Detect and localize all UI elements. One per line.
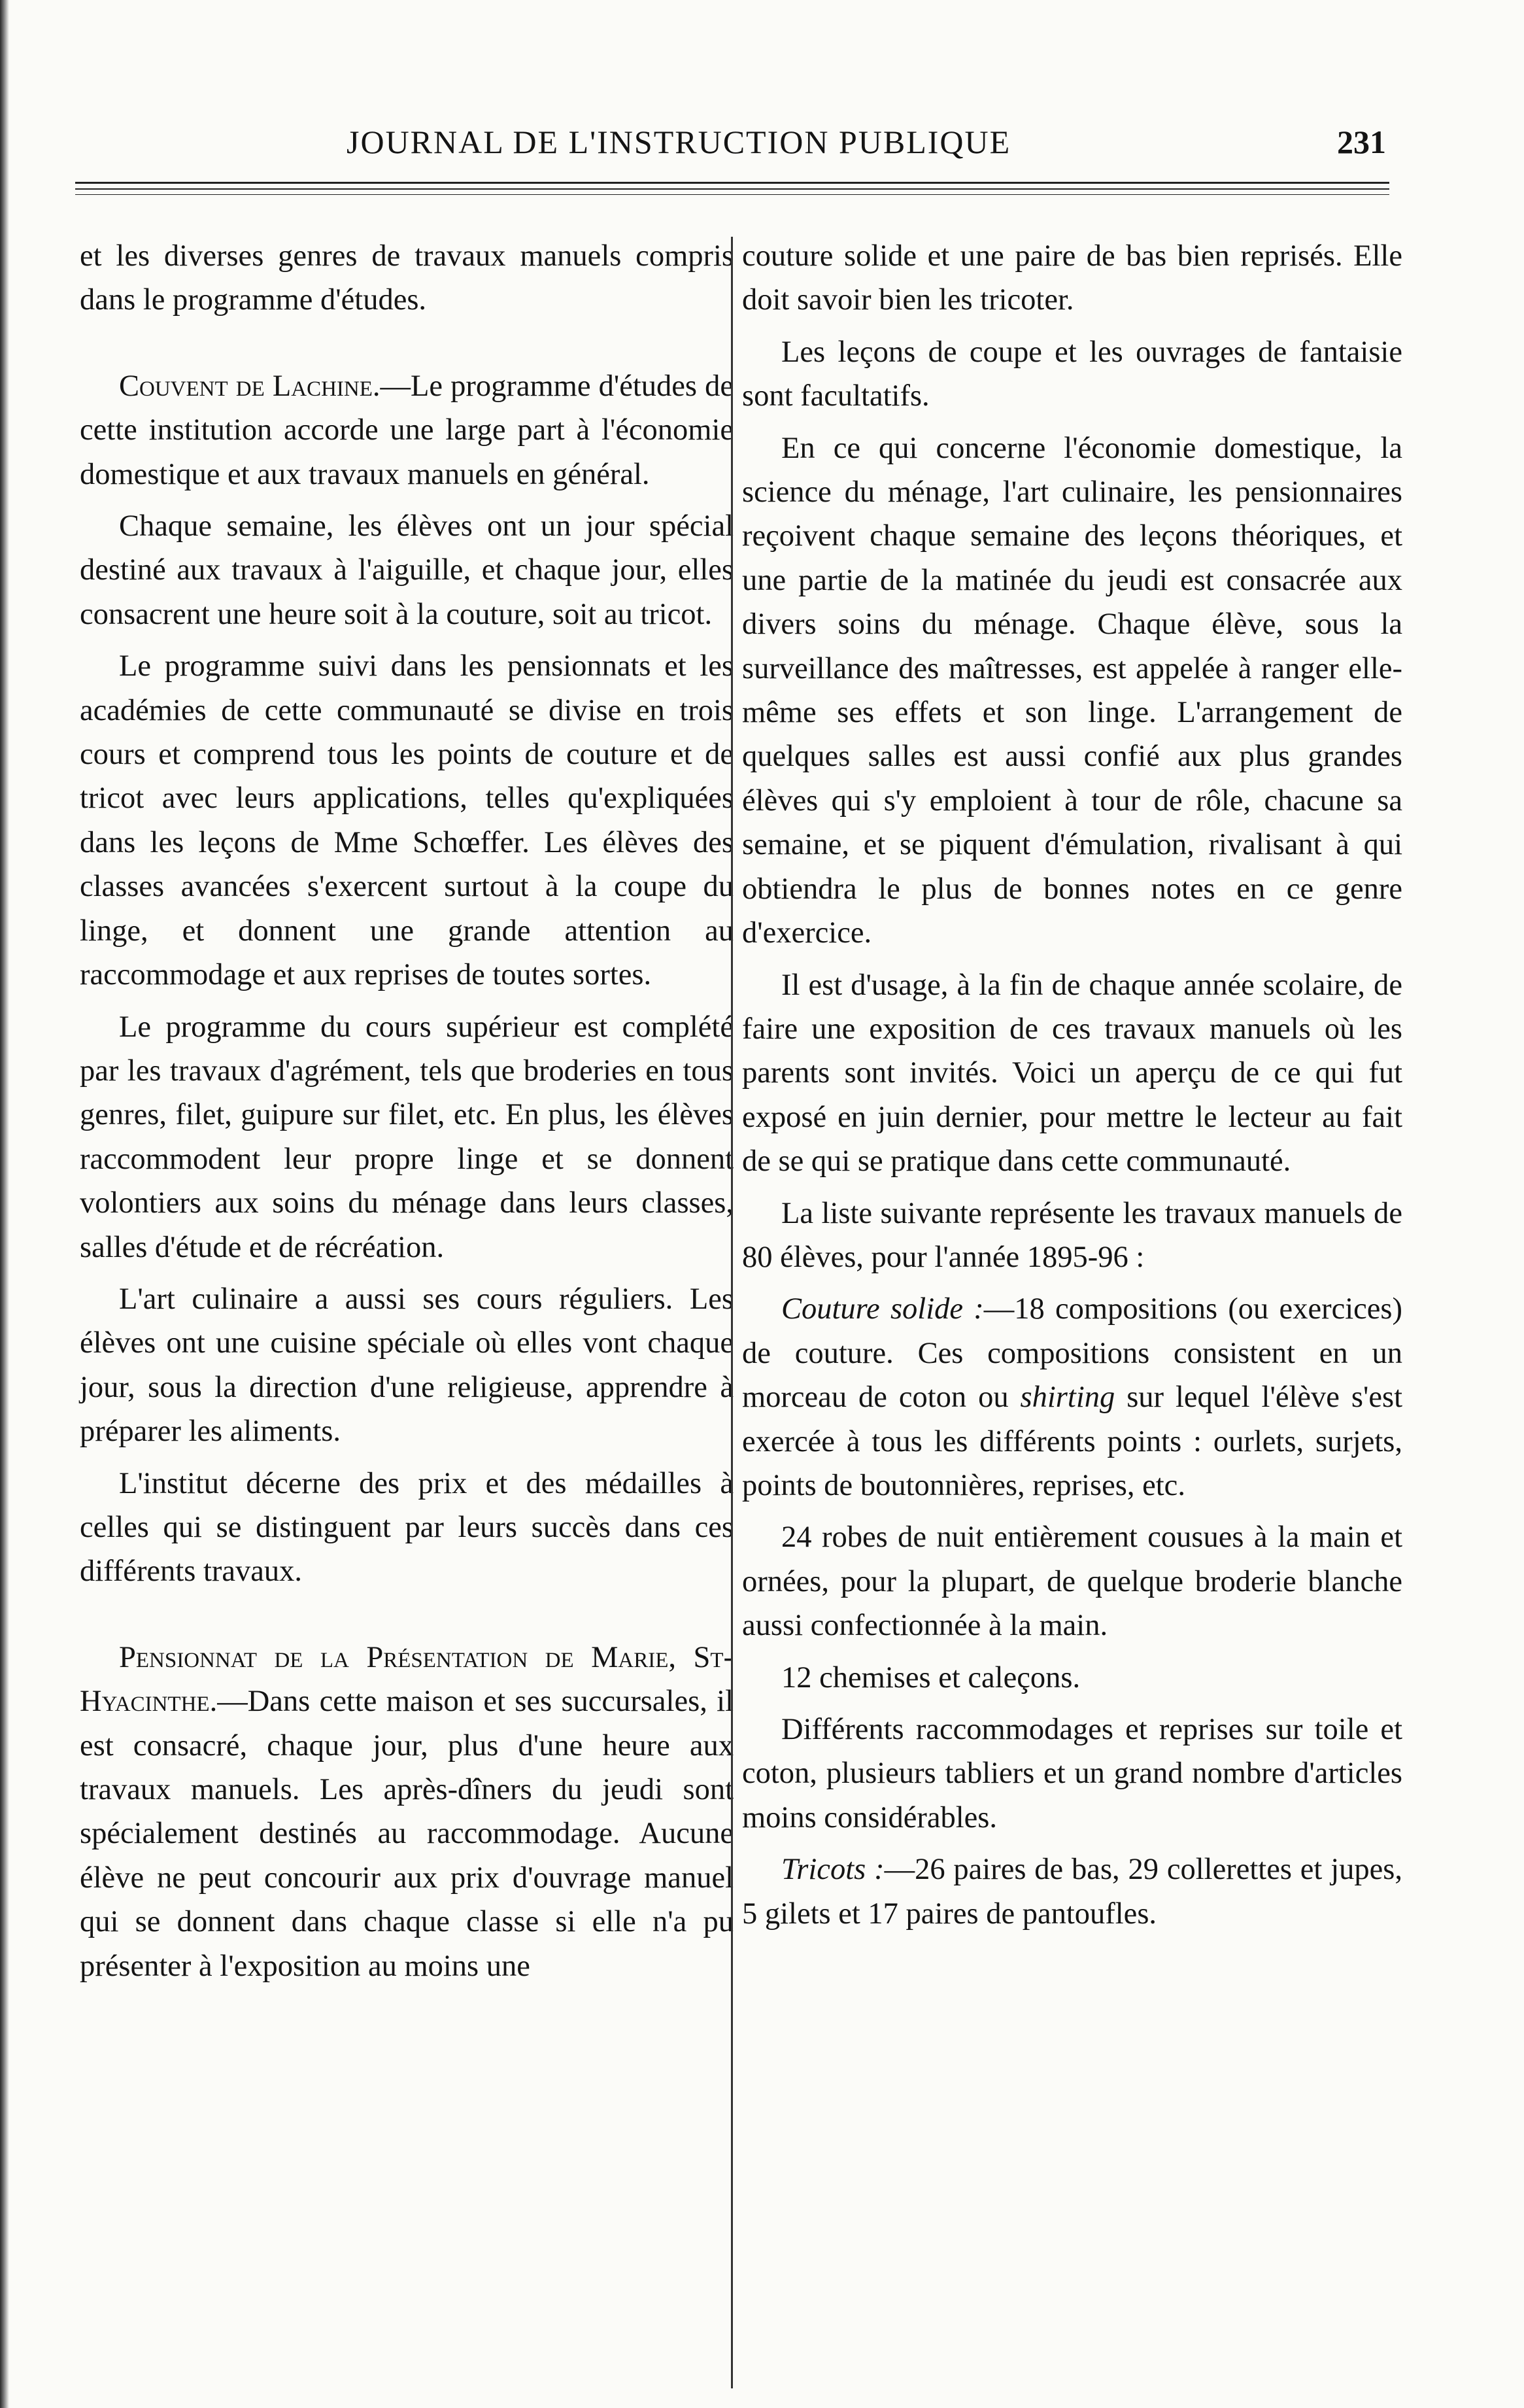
section-heading: Pensionnat de la Présentation de Marie, St-Hyacinthe. bbox=[80, 1640, 734, 1719]
paragraph: Chaque semaine, les élèves ont un jour spécial destiné aux travaux à l'aiguille, et chaque jour, elles consacrent une heure soit à la couture, soit au tricot. bbox=[80, 509, 734, 631]
paragraph: Les leçons de coupe et les ouvrages de fantaisie sont facultatifs. bbox=[742, 335, 1402, 413]
header-rule bbox=[75, 188, 1389, 190]
section-paragraph bbox=[80, 364, 734, 496]
paragraph: La liste suivante représente les travaux manuels de 80 élèves, pour l'année 1895-96 : bbox=[742, 1196, 1402, 1274]
header-rule bbox=[75, 182, 1389, 184]
paragraph: couture solide et une paire de bas bien reprisés. Elle doit savoir bien les tricoter. bbox=[742, 239, 1402, 317]
page-number: 231 bbox=[1337, 124, 1386, 160]
paragraph: Il est d'usage, à la fin de chaque année scolaire, de faire une exposition de ces travaux manuels où les parents sont invités. Voici un aperçu de ce qui fut exposé en juin dernier, pour mettre le lecteur au fait de se qui se pratique dans cette communauté. bbox=[742, 968, 1402, 1178]
paragraph-text: sur lequel l'élève s'est exercée à tous les différents points : ourlets, surjets, points de boutonnières, reprises, etc. bbox=[742, 1381, 1402, 1502]
paragraph: Le programme suivi dans les pensionnats et les académies de cette communauté se divise en trois cours et comprend tous les points de couture et de tricot avec leurs applications, telles qu'expliquées dans les leçons de Mme Schœffer. Les élèves des classes avancées s'exercent surtout à la coupe du linge, et donnent une grande attention au raccommodage et aux reprises de toutes sortes. bbox=[80, 649, 734, 992]
list-paragraph bbox=[742, 1848, 1402, 1936]
paragraph: 24 robes de nuit entièrement cousues à la main et ornées, pour la plupart, de quelque broderie blanche aussi confectionnée à la main. bbox=[742, 1521, 1402, 1643]
running-head: JOURNAL DE L'INSTRUCTION PUBLIQUE bbox=[347, 124, 1011, 160]
section-paragraph bbox=[80, 1636, 734, 1988]
paragraph: En ce qui concerne l'économie domestique, la science du ménage, l'art culinaire, les pensionnaires reçoivent chaque semaine des leçons théoriques, et une partie de la matinée du jeudi est consacrée aux divers soins du ménage. Chaque élève, sous la surveillance des maîtresses, est appelée à ranger elle-même ses effets et son linge. L'arrangement de quelques salles est aussi confié aux plus grandes élèves qui s'y emploient à tour de rôle, chacune sa semaine, et se piquent d'émulation, rivalisant à qui obtiendra le plus de bonnes notes en ce genre d'exercice. bbox=[742, 431, 1402, 950]
paragraph: Le programme du cours supérieur est complété par les travaux d'agrément, tels que broderies en tous genres, filet, guipure sur filet, etc. En plus, les élèves raccommodent leur propre linge et se donnent volontiers aux soins du ménage dans leurs classes, salles d'étude et de récréation. bbox=[80, 1010, 734, 1264]
scan-edge bbox=[0, 0, 9, 2408]
paragraph: L'institut décerne des prix et des médailles à celles qui se distinguent par leurs succès dans ces différents travaux. bbox=[80, 1466, 734, 1589]
section-heading: Couvent de Lachine. bbox=[119, 369, 381, 403]
paragraph: L'art culinaire a aussi ses cours réguliers. Les élèves ont une cuisine spéciale où elles vont chaque jour, sous la direction d'une religieuse, apprendre à préparer les aliments. bbox=[80, 1282, 734, 1449]
paragraph-text: —26 paires de bas, 29 collerettes et jupes, 5 gilets et 17 paires de pantoufles. bbox=[742, 1853, 1402, 1931]
paragraph-text: —Le programme d'études de cette institution accorde une large part à l'économie domestique et aux travaux manuels en général. bbox=[80, 369, 734, 491]
paragraph-text: —18 compositions (ou exercices) de couture. Ces compositions consistent en un morceau de coton ou bbox=[742, 1292, 1402, 1415]
list-lead: Tricots : bbox=[781, 1853, 885, 1887]
left-column bbox=[80, 234, 734, 1988]
paragraph-text: —Dans cette maison et ses succursales, il est consacré, chaque jour, plus d'une heure aux travaux manuels. Les après-dîners du jeudi sont spécialement destinés au raccommodage. Aucune élève ne peut concourir aux prix d'ouvrage manuel qui se donnent dans chaque classe si elle n'a pu présenter à l'exposition au moins une bbox=[80, 1685, 734, 1983]
italic-term: shirting bbox=[1020, 1381, 1115, 1415]
list-lead: Couture solide : bbox=[781, 1292, 984, 1326]
header-rule bbox=[75, 194, 1389, 195]
paragraph: Différents raccommodages et reprises sur toile et coton, plusieurs tabliers et un grand nombre d'articles moins considérables. bbox=[742, 1713, 1402, 1834]
paragraph: 12 chemises et caleçons. bbox=[781, 1660, 1081, 1694]
right-column bbox=[742, 234, 1402, 1936]
paragraph: et les diverses genres de travaux manuels compris dans le programme d'études. bbox=[80, 239, 734, 317]
column-divider bbox=[731, 237, 733, 2388]
list-paragraph bbox=[742, 1287, 1402, 1507]
